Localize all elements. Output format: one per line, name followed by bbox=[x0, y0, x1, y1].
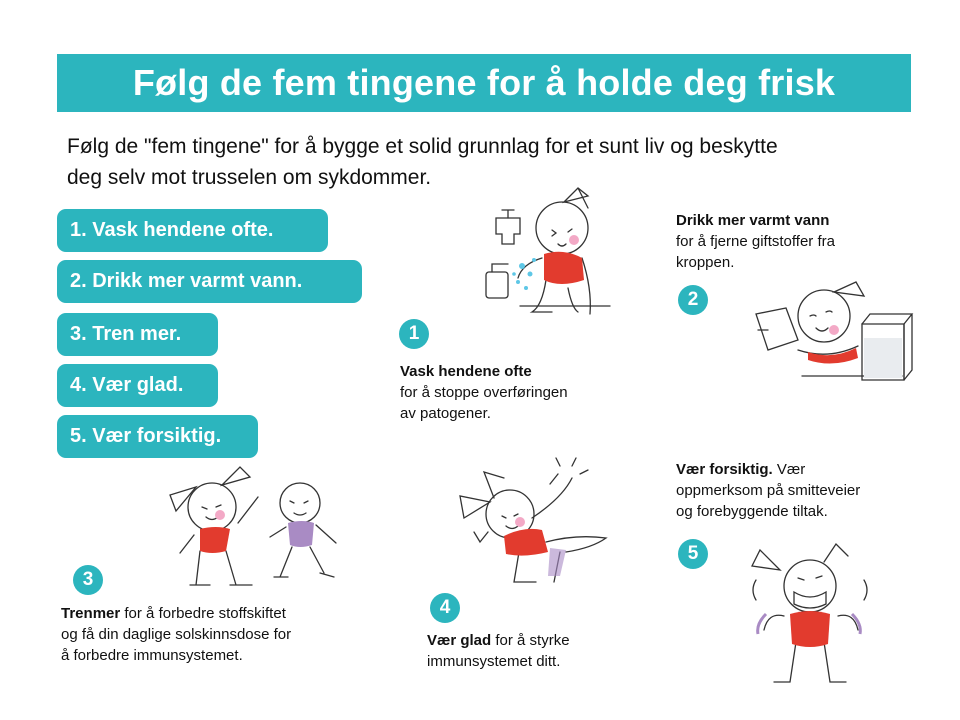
list-item-label: 4. Vær glad. bbox=[70, 374, 184, 396]
list-item-5 bbox=[57, 415, 258, 458]
list-item-label: 2. Drikk mer varmt vann. bbox=[70, 270, 303, 292]
list-item-label: 1. Vask hendene ofte. bbox=[70, 219, 274, 241]
step-5-text bbox=[676, 459, 860, 522]
step-2-text bbox=[676, 210, 835, 273]
step-5-title: Vær forsiktig. bbox=[676, 461, 773, 478]
step-number: 4 bbox=[439, 597, 451, 618]
step-3-line-2: og få din daglige solskinnsdose for bbox=[61, 626, 292, 643]
list-item-2 bbox=[57, 260, 362, 303]
step-1-text bbox=[400, 361, 568, 424]
intro-line-2: deg selv mot trusselen om sykdommer. bbox=[67, 166, 432, 189]
step-2-line-2: kroppen. bbox=[676, 254, 735, 271]
intro-paragraph bbox=[67, 131, 907, 193]
step-2-title: Drikk mer varmt vann bbox=[676, 212, 830, 229]
step-2-line-1: for å fjerne giftstoffer fra bbox=[676, 233, 835, 250]
step-number: 5 bbox=[687, 543, 699, 564]
step-3-line-1: for å forbedre stoffskiftet bbox=[120, 605, 286, 622]
step-5-line-3: og forebyggende tiltak. bbox=[676, 503, 828, 520]
list-item-1 bbox=[57, 209, 328, 252]
happy-illustration bbox=[450, 458, 620, 588]
title-banner bbox=[57, 54, 911, 112]
step-1-line-1: for å stoppe overføringen bbox=[400, 384, 568, 401]
list-item-label: 5. Vær forsiktig. bbox=[70, 425, 222, 447]
step-3-title-b: mer bbox=[92, 605, 121, 622]
step-4-text bbox=[427, 630, 570, 672]
step-2-badge bbox=[678, 285, 708, 315]
step-5-line-2: oppmerksom på smitteveier bbox=[676, 482, 861, 499]
list-item-3 bbox=[57, 313, 218, 356]
step-5-badge bbox=[678, 539, 708, 569]
step-4-title: Vær glad bbox=[427, 632, 492, 649]
drinking-water-illustration bbox=[744, 276, 914, 401]
step-4-badge bbox=[430, 593, 460, 623]
page-title: Følg de fem tingene for å holde deg frisk bbox=[132, 62, 836, 103]
step-3-badge bbox=[73, 565, 103, 595]
step-3-text bbox=[61, 603, 291, 666]
step-number: 3 bbox=[82, 569, 94, 590]
exercise-illustration bbox=[160, 463, 350, 593]
step-3-line-3: å forbedre immunsystemet. bbox=[61, 647, 243, 664]
step-1-line-2: av patogener. bbox=[400, 405, 491, 422]
step-number: 2 bbox=[687, 289, 699, 310]
intro-line-1: Følg de "fem tingene" for å bygge et solid grunnlag for et sunt liv og beskytte bbox=[67, 135, 778, 158]
step-4-line-1: for å styrke bbox=[491, 632, 570, 649]
step-4-line-2: immunsystemet ditt. bbox=[427, 653, 561, 670]
hand-washing-illustration bbox=[472, 188, 622, 338]
step-5-line-1: Vær bbox=[772, 461, 806, 478]
step-1-badge bbox=[399, 319, 429, 349]
list-item-4 bbox=[57, 364, 218, 407]
list-item-label: 3. Tren mer. bbox=[70, 323, 182, 345]
step-3-title-a: Tren bbox=[61, 605, 93, 622]
masked-girl-illustration bbox=[748, 540, 878, 690]
step-number: 1 bbox=[408, 323, 420, 344]
step-1-title: Vask hendene ofte bbox=[400, 363, 532, 380]
